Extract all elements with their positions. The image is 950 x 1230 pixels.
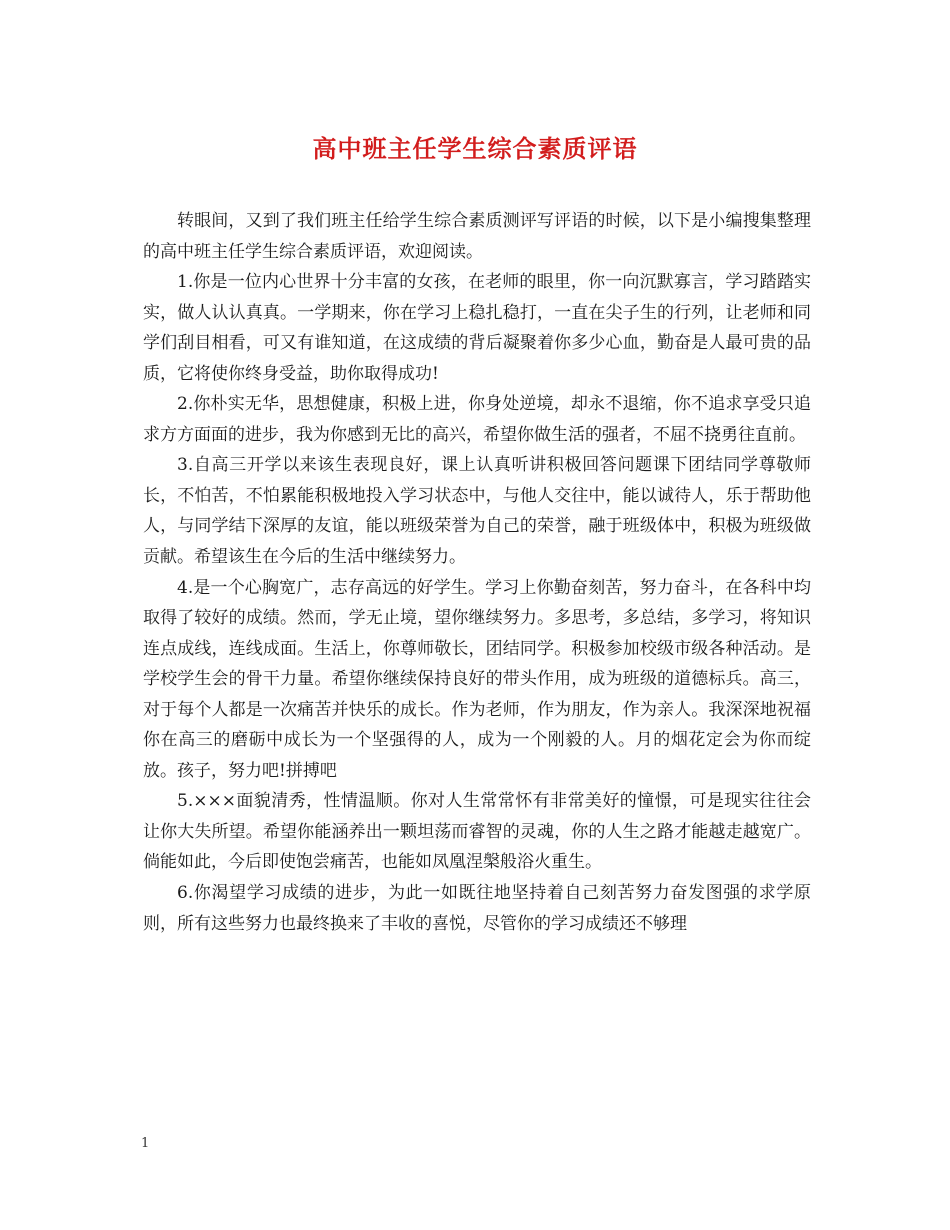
comment-paragraph-4: 4.是一个心胸宽广，志存高远的好学生。学习上你勤奋刻苦，努力奋斗，在各科中均取得了较好的成绩。然而，学无止境，望你继续努力。多思考，多总结，多学习，将知识连点成线，连线成面。生活上，你尊师敬长，团结同学。积极参加校级市级各种活动。是学校学生会的骨干力量。希望你继续保持良好的带头作用，成为班级的道德标兵。高三，对于每个人都是一次痛苦并快乐的成长。作为老师，作为朋友，作为亲人。我深深地祝福你在高三的磨砺中成长为一个坚强得的人，成为一个刚毅的人。月的烟花定会为你而绽放。孩子，努力吧!拼搏吧 xyxy=(143,577,811,781)
intro-paragraph: 转眼间，又到了我们班主任给学生综合素质测评写评语的时候，以下是小编搜集整理的高中班主任学生综合素质评语，欢迎阅读。 xyxy=(143,211,811,262)
comment-paragraph-5: 5.×××面貌清秀，性情温顺。你对人生常常怀有非常美好的憧憬，可是现实往往会让你大失所望。希望你能涵养出一颗坦荡而睿智的灵魂，你的人生之路才能越走越宽广。倘能如此，今后即使饱尝痛苦，也能如凤凰涅槃般浴火重生。 xyxy=(143,791,811,873)
comment-paragraph-6: 6.你渴望学习成绩的进步，为此一如既往地坚持着自己刻苦努力奋发图强的求学原则，所有这些努力也最终换来了丰收的喜悦，尽管你的学习成绩还不够理 xyxy=(143,883,811,934)
document-body xyxy=(143,206,811,939)
comment-paragraph-1: 1.你是一位内心世界十分丰富的女孩，在老师的眼里，你一向沉默寡言，学习踏踏实实，做人认认真真。一学期来，你在学习上稳扎稳打，一直在尖子生的行列，让老师和同学们刮目相看，可又有谁知道，在这成绩的背后凝聚着你多少心血，勤奋是人最可贵的品质，它将使你终身受益，助你取得成功! xyxy=(143,272,811,384)
document-title: 高中班主任学生综合素质评语 xyxy=(312,134,638,163)
comment-paragraph-2: 2.你朴实无华，思想健康，积极上进，你身处逆境，却永不退缩，你不追求享受只追求方方面面的进步，我为你感到无比的高兴，希望你做生活的强者，不屈不挠勇往直前。 xyxy=(143,394,811,445)
page-number: 1 xyxy=(141,1136,150,1151)
comment-paragraph-3: 3.自高三开学以来该生表现良好，课上认真听讲积极回答问题课下团结同学尊敬师长，不怕苦，不怕累能积极地投入学习状态中，与他人交往中，能以诚待人，乐于帮助他人，与同学结下深厚的友谊，能以班级荣誉为自己的荣誉，融于班级体中，积极为班级做贡献。希望该生在今后的生活中继续努力。 xyxy=(143,455,811,568)
